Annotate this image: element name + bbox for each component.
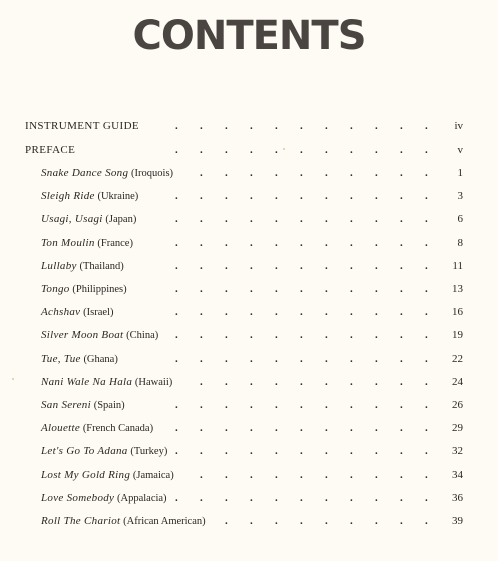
leader-dot: . — [400, 492, 403, 504]
song-title: Love Somebody — [41, 492, 115, 504]
song-title: Nani Wale Na Hala — [41, 376, 133, 388]
leader-dot: . — [275, 144, 278, 156]
entry-label — [41, 164, 173, 183]
leader-dot: . — [375, 144, 378, 156]
leader-dot: . — [175, 144, 178, 156]
leader-dot: . — [200, 190, 203, 202]
leader-dot: . — [175, 260, 178, 272]
song-title: Snake Dance Song — [41, 167, 129, 179]
leader-dot: . — [200, 120, 203, 132]
leader-dot: . — [225, 422, 228, 434]
toc-entry — [41, 280, 463, 298]
leader-dot: . — [325, 120, 328, 132]
entry-label — [41, 234, 133, 253]
toc-entry — [41, 373, 463, 391]
leader-dot: . — [400, 213, 403, 225]
leader-dot: . — [425, 283, 428, 295]
paper-speck — [12, 378, 14, 380]
song-title: Ton Moulin — [41, 237, 95, 249]
entry-label — [41, 442, 167, 461]
leader-dot: . — [325, 469, 328, 481]
leader-dot: . — [275, 515, 278, 527]
leader-dot: . — [300, 260, 303, 272]
leader-dot: . — [175, 399, 178, 411]
leader-dot: . — [250, 469, 253, 481]
leader-dot: . — [300, 445, 303, 457]
entry-label — [41, 419, 153, 438]
song-origin: (Iroquois) — [131, 168, 174, 179]
song-origin: (Japan) — [105, 214, 137, 225]
leader-dot: . — [375, 469, 378, 481]
leader-dot: . — [300, 283, 303, 295]
leader-dot: . — [375, 422, 378, 434]
leader-dot: . — [175, 283, 178, 295]
leader-dot: . — [200, 213, 203, 225]
leader-dot: . — [225, 492, 228, 504]
leader-dot: . — [375, 353, 378, 365]
leader-dot: . — [300, 120, 303, 132]
leader-dot: . — [325, 422, 328, 434]
leader-dot: . — [275, 237, 278, 249]
leader-dot: . — [175, 329, 178, 341]
page-number: 36 — [452, 492, 463, 504]
leader-dot: . — [225, 306, 228, 318]
leader-dot: . — [250, 283, 253, 295]
leader-dot: . — [425, 329, 428, 341]
leader-dot: . — [350, 399, 353, 411]
song-title: Tongo — [41, 283, 70, 295]
song-title: Roll The Chariot — [41, 515, 121, 527]
leader-dot: . — [375, 376, 378, 388]
leader-dot: . — [375, 213, 378, 225]
entry-label — [41, 210, 136, 229]
leader-dot: . — [375, 306, 378, 318]
leader-dot: . — [300, 515, 303, 527]
leader-dot: . — [300, 376, 303, 388]
page-number: v — [457, 144, 463, 156]
toc-entry — [41, 187, 463, 205]
leader-dot: . — [225, 376, 228, 388]
leader-dot: . — [275, 260, 278, 272]
leader-dot: . — [400, 120, 403, 132]
song-origin: (Ukraine) — [97, 191, 139, 202]
leader-dot: . — [325, 515, 328, 527]
leader-dot: . — [225, 283, 228, 295]
leader-dot: . — [325, 144, 328, 156]
leader-dot: . — [175, 422, 178, 434]
leader-dot: . — [225, 120, 228, 132]
leader-dot: . — [350, 492, 353, 504]
leader-dot: . — [375, 492, 378, 504]
page-number: 13 — [452, 283, 463, 295]
leader-dot: . — [250, 399, 253, 411]
leader-dot: . — [425, 422, 428, 434]
toc-entry — [41, 466, 463, 484]
leader-dot: . — [350, 283, 353, 295]
leader-dot: . — [225, 353, 228, 365]
leader-dot: . — [325, 329, 328, 341]
leader-dot: . — [300, 190, 303, 202]
leader-dot: . — [325, 167, 328, 179]
leader-dot: . — [225, 237, 228, 249]
leader-dot: . — [425, 376, 428, 388]
leader-dot: . — [350, 376, 353, 388]
leader-dot: . — [225, 469, 228, 481]
entry-label: INSTRUMENT GUIDE — [25, 120, 140, 132]
entry-label — [41, 350, 118, 369]
toc-entry — [41, 326, 463, 344]
leader-dot: . — [300, 469, 303, 481]
leader-dot: . — [300, 353, 303, 365]
leader-dot: . — [250, 515, 253, 527]
leader-dot: . — [250, 376, 253, 388]
leader-dot: . — [200, 376, 203, 388]
leader-dot: . — [400, 190, 403, 202]
leader-dot: . — [225, 144, 228, 156]
leader-dot: . — [300, 213, 303, 225]
leader-dot: . — [375, 329, 378, 341]
leader-dot: . — [325, 353, 328, 365]
leader-dot: . — [275, 120, 278, 132]
leader-dot: . — [325, 376, 328, 388]
song-title: Lost My Gold Ring — [41, 469, 131, 481]
leader-dot: . — [275, 167, 278, 179]
song-origin: (China) — [126, 330, 159, 341]
leader-dot: . — [250, 237, 253, 249]
leader-dot: . — [250, 306, 253, 318]
leader-dot: . — [275, 445, 278, 457]
leader-dot: . — [350, 237, 353, 249]
paper-speck — [283, 148, 285, 150]
song-origin: (Hawaii) — [134, 377, 173, 388]
leader-dot: . — [300, 399, 303, 411]
page-number: iv — [454, 120, 463, 132]
song-origin: (Thailand) — [79, 261, 124, 272]
leader-dot: . — [400, 399, 403, 411]
toc-entry — [41, 350, 463, 368]
song-title: Silver Moon Boat — [41, 329, 124, 341]
entry-label — [41, 326, 158, 345]
leader-dot: . — [300, 422, 303, 434]
song-origin: (Ghana) — [83, 354, 118, 365]
leader-dot: . — [250, 353, 253, 365]
leader-dot: . — [250, 144, 253, 156]
toc-entry — [41, 164, 463, 182]
leader-dot: . — [375, 237, 378, 249]
leader-dot: . — [325, 445, 328, 457]
leader-dot: . — [325, 399, 328, 411]
page-number: 24 — [452, 376, 463, 388]
song-title: Alouette — [41, 422, 81, 434]
leader-dot: . — [350, 167, 353, 179]
leader-dot: . — [200, 353, 203, 365]
leader-dot: . — [400, 353, 403, 365]
entry-label — [41, 373, 172, 392]
leader-dot: . — [250, 492, 253, 504]
leader-dot: . — [425, 144, 428, 156]
toc-entry — [41, 303, 463, 321]
leader-dot: . — [400, 306, 403, 318]
leader-dot: . — [175, 120, 178, 132]
leader-dot: . — [175, 353, 178, 365]
leader-dot: . — [400, 167, 403, 179]
leader-dot: . — [275, 213, 278, 225]
leader-dot: . — [425, 260, 428, 272]
leader-dot: . — [175, 306, 178, 318]
leader-dot: . — [200, 237, 203, 249]
leader-dot: . — [200, 422, 203, 434]
leader-dot: . — [250, 445, 253, 457]
song-title: San Sereni — [41, 399, 91, 411]
entry-label — [41, 280, 127, 299]
leader-dot: . — [175, 190, 178, 202]
leader-dot: . — [200, 445, 203, 457]
entry-label — [41, 466, 174, 485]
leader-dot: . — [300, 492, 303, 504]
leader-dot: . — [175, 237, 178, 249]
leader-dot: . — [300, 306, 303, 318]
leader-dot: . — [350, 329, 353, 341]
leader-dot: . — [250, 422, 253, 434]
leader-dot: . — [375, 283, 378, 295]
leader-dot: . — [275, 353, 278, 365]
page-number: 39 — [452, 515, 463, 527]
leader-dot: . — [250, 260, 253, 272]
toc-entry — [25, 141, 463, 159]
leader-dot: . — [375, 399, 378, 411]
leader-dot: . — [425, 399, 428, 411]
leader-dot: . — [425, 120, 428, 132]
leader-dot: . — [350, 422, 353, 434]
entry-label — [41, 396, 125, 415]
page-number: 19 — [452, 329, 463, 341]
leader-dot: . — [225, 515, 228, 527]
leader-dot: . — [350, 190, 353, 202]
leader-dot: . — [250, 329, 253, 341]
song-title: Achshav — [41, 306, 81, 318]
leader-dot: . — [250, 190, 253, 202]
leader-dot: . — [350, 213, 353, 225]
entry-label — [41, 512, 206, 531]
leader-dot: . — [425, 213, 428, 225]
leader-dot: . — [200, 260, 203, 272]
leader-dot: . — [200, 283, 203, 295]
leader-dot: . — [400, 144, 403, 156]
leader-dot: . — [400, 515, 403, 527]
toc-entry — [41, 396, 463, 414]
leader-dot: . — [400, 329, 403, 341]
leader-dot: . — [250, 213, 253, 225]
leader-dot: . — [200, 329, 203, 341]
page-number: 11 — [452, 260, 463, 272]
leader-dot: . — [250, 167, 253, 179]
leader-dot: . — [400, 445, 403, 457]
leader-dot: . — [425, 237, 428, 249]
leader-dot: . — [400, 237, 403, 249]
leader-dot: . — [400, 469, 403, 481]
leader-dot: . — [425, 515, 428, 527]
leader-dot: . — [200, 399, 203, 411]
leader-dot: . — [425, 445, 428, 457]
entry-label: PREFACE — [25, 144, 76, 156]
leader-dot: . — [275, 329, 278, 341]
leader-dot: . — [425, 190, 428, 202]
leader-dot: . — [375, 120, 378, 132]
song-origin: (French Canada) — [82, 423, 154, 434]
leader-dot: . — [275, 422, 278, 434]
leader-dot: . — [200, 469, 203, 481]
leader-dot: . — [375, 445, 378, 457]
leader-dot: . — [225, 213, 228, 225]
leader-dot: . — [425, 353, 428, 365]
leader-dot: . — [325, 213, 328, 225]
leader-dot: . — [400, 260, 403, 272]
leader-dot: . — [175, 492, 178, 504]
leader-dot: . — [350, 353, 353, 365]
leader-dot: . — [300, 329, 303, 341]
leader-dot: . — [425, 167, 428, 179]
leader-dot: . — [400, 422, 403, 434]
page-number: 32 — [452, 445, 463, 457]
leader-dot: . — [275, 376, 278, 388]
leader-dot: . — [350, 260, 353, 272]
song-title: Let's Go To Adana — [41, 445, 128, 457]
toc-entry — [41, 442, 463, 460]
song-origin: (Jamaica) — [132, 470, 174, 481]
leader-dot: . — [325, 492, 328, 504]
song-title: Sleigh Ride — [41, 190, 95, 202]
toc-entry — [25, 117, 463, 135]
leader-dot: . — [350, 469, 353, 481]
leader-dot: . — [275, 306, 278, 318]
toc-entry — [41, 419, 463, 437]
page-number: 29 — [452, 422, 463, 434]
leader-dot: . — [275, 492, 278, 504]
page-number: 22 — [452, 353, 463, 365]
leader-dot: . — [275, 399, 278, 411]
leader-dot: . — [375, 260, 378, 272]
leader-dot: . — [350, 144, 353, 156]
leader-dot: . — [225, 167, 228, 179]
leader-dot: . — [275, 190, 278, 202]
leader-dot: . — [250, 120, 253, 132]
leader-dot: . — [425, 469, 428, 481]
leader-dot: . — [300, 237, 303, 249]
leader-dot: . — [325, 190, 328, 202]
leader-dot: . — [225, 399, 228, 411]
page-number: 16 — [452, 306, 463, 318]
page-number: 3 — [457, 190, 463, 202]
entry-label — [41, 187, 138, 206]
leader-dot: . — [350, 120, 353, 132]
leader-dot: . — [400, 283, 403, 295]
leader-dot: . — [200, 306, 203, 318]
song-title: Usagi, Usagi — [41, 213, 103, 225]
leader-dot: . — [300, 144, 303, 156]
song-title: Tue, Tue — [41, 353, 81, 365]
toc-entry — [41, 234, 463, 252]
entry-label — [41, 489, 167, 508]
leader-dot: . — [325, 283, 328, 295]
leader-dot: . — [400, 376, 403, 388]
toc-entry — [41, 257, 463, 275]
toc-entry — [41, 489, 463, 507]
song-origin: (France) — [97, 238, 133, 249]
leader-dot: . — [225, 260, 228, 272]
page-number: 8 — [457, 237, 463, 249]
leader-dot: . — [350, 445, 353, 457]
entry-label — [41, 257, 124, 276]
leader-dot: . — [175, 213, 178, 225]
leader-dot: . — [325, 260, 328, 272]
song-origin: (Israel) — [83, 307, 114, 318]
leader-dot: . — [300, 167, 303, 179]
page-number: 26 — [452, 399, 463, 411]
song-origin: (Philippines) — [72, 284, 127, 295]
entry-label — [41, 303, 113, 322]
leader-dot: . — [225, 190, 228, 202]
leader-dot: . — [275, 469, 278, 481]
song-origin: (Spain) — [93, 400, 125, 411]
page-title: CONTENTS — [132, 13, 366, 59]
song-origin: (Turkey) — [130, 446, 168, 457]
song-title: Lullaby — [41, 260, 77, 272]
toc-entry — [41, 512, 463, 530]
leader-dot: . — [175, 445, 178, 457]
leader-dot: . — [325, 306, 328, 318]
leader-dot: . — [375, 167, 378, 179]
leader-dot: . — [425, 306, 428, 318]
page-number: 34 — [452, 469, 463, 481]
toc-entry — [41, 210, 463, 228]
song-origin: (African American) — [123, 516, 206, 527]
song-origin: (Appalacia) — [117, 493, 167, 504]
leader-dot: . — [200, 167, 203, 179]
leader-dot: . — [200, 144, 203, 156]
page-number: 1 — [457, 167, 463, 179]
leader-dot: . — [275, 283, 278, 295]
leader-dot: . — [350, 515, 353, 527]
leader-dot: . — [225, 445, 228, 457]
page-number: 6 — [457, 213, 463, 225]
leader-dot: . — [375, 190, 378, 202]
leader-dot: . — [425, 492, 428, 504]
leader-dot: . — [225, 329, 228, 341]
leader-dot: . — [350, 306, 353, 318]
leader-dot: . — [375, 515, 378, 527]
leader-dot: . — [325, 237, 328, 249]
leader-dot: . — [200, 492, 203, 504]
